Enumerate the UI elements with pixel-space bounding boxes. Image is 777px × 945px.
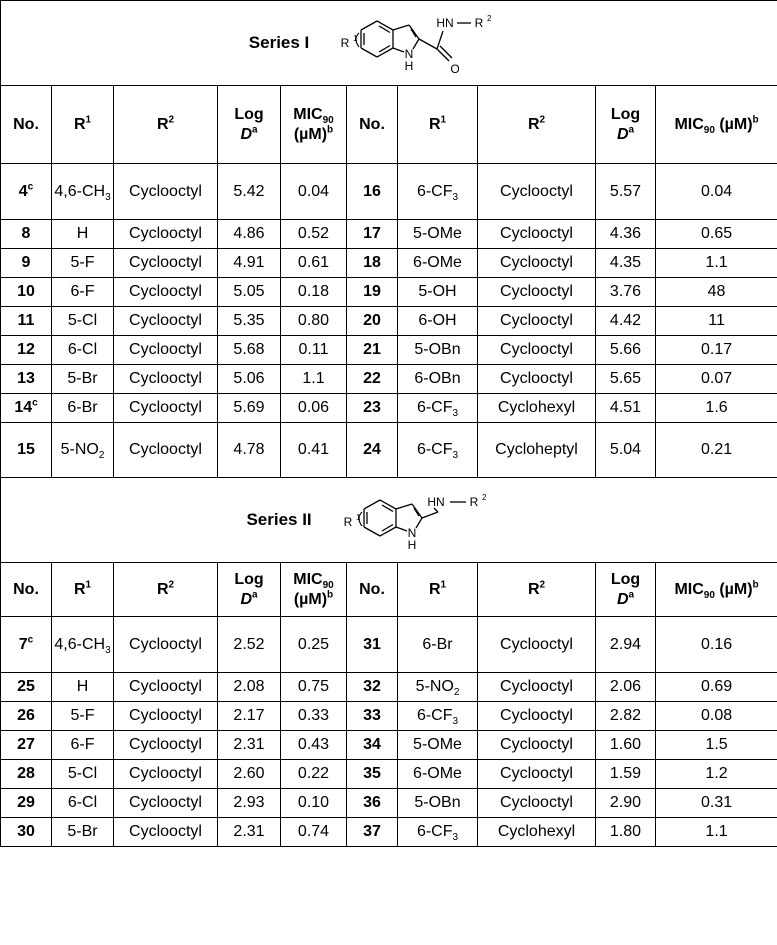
r2-value: Cyclooctyl bbox=[478, 617, 596, 673]
compound-number: 19 bbox=[347, 278, 398, 307]
subscript: 2 bbox=[98, 450, 105, 462]
compound-number: 15 bbox=[1, 423, 52, 478]
header-mic-sup: b bbox=[752, 579, 759, 591]
mic90-value: 0.52 bbox=[281, 220, 347, 249]
header-mic-sup: b bbox=[752, 114, 759, 126]
header-r1: $R^1$ bbox=[398, 563, 478, 617]
header-r2-sup: 2 bbox=[168, 579, 175, 591]
compound-number: 16 bbox=[347, 164, 398, 220]
r1-value: $6-CF_3$ bbox=[398, 818, 478, 847]
r1-value: $5-NO_2$ bbox=[52, 423, 114, 478]
r1-value: 6-F bbox=[52, 731, 114, 760]
r2-value: Cyclooctyl bbox=[478, 365, 596, 394]
amine-label: HN bbox=[426, 495, 445, 509]
header-r2-sup: 2 bbox=[539, 579, 546, 591]
r1-value: $5-NO_2$ bbox=[398, 673, 478, 702]
logd-value: 2.90 bbox=[596, 789, 656, 818]
ring-nitrogen-label: N bbox=[407, 526, 416, 540]
logd-value: 5.69 bbox=[218, 394, 281, 423]
r2-value: Cyclooctyl bbox=[478, 760, 596, 789]
header-r1: $R^1$ bbox=[398, 86, 478, 164]
r1-value: 6-Br bbox=[398, 617, 478, 673]
compound-number: 8 bbox=[1, 220, 52, 249]
compound-footnote: c bbox=[27, 181, 34, 193]
series2-title-row bbox=[1, 478, 777, 563]
mic90-value: 0.04 bbox=[281, 164, 347, 220]
table-row bbox=[1, 818, 777, 847]
series1-header bbox=[1, 1, 777, 85]
r2-value: Cyclooctyl bbox=[114, 394, 218, 423]
header-logd-sup: a bbox=[252, 589, 258, 601]
table-row bbox=[1, 365, 777, 394]
header-r1-sup: 1 bbox=[85, 114, 92, 126]
subscript: 3 bbox=[452, 832, 459, 844]
mic90-value: 1.1 bbox=[656, 249, 777, 278]
compound-number: 31 bbox=[347, 617, 398, 673]
compound-number: 37 bbox=[347, 818, 398, 847]
table-row bbox=[1, 702, 777, 731]
mic90-value: 0.18 bbox=[281, 278, 347, 307]
mic90-value: 0.07 bbox=[656, 365, 777, 394]
logd-value: 1.80 bbox=[596, 818, 656, 847]
logd-value: 4.42 bbox=[596, 307, 656, 336]
logd-value: 2.82 bbox=[596, 702, 656, 731]
benzene-bond bbox=[364, 500, 380, 509]
carbonyl-oxygen-label: O bbox=[450, 62, 460, 76]
compound-number: 21 bbox=[347, 336, 398, 365]
logd-value: 5.68 bbox=[218, 336, 281, 365]
compound-number: 22 bbox=[347, 365, 398, 394]
compound-footnote: c bbox=[27, 634, 34, 646]
series1-title-row bbox=[1, 1, 777, 86]
subscript: 3 bbox=[452, 716, 459, 728]
header-no: No. bbox=[347, 86, 398, 164]
mic90-value: 1.6 bbox=[656, 394, 777, 423]
subscript: 3 bbox=[452, 191, 459, 203]
carbonyl-double-bond bbox=[437, 49, 449, 61]
r2-superscript: 2 bbox=[487, 14, 492, 23]
compound-number: 18 bbox=[347, 249, 398, 278]
logd-value: 2.06 bbox=[596, 673, 656, 702]
mic90-value: 48 bbox=[656, 278, 777, 307]
logd-value: 1.59 bbox=[596, 760, 656, 789]
r2-value: Cyclooctyl bbox=[114, 220, 218, 249]
table-row bbox=[1, 731, 777, 760]
r2-value: Cyclooctyl bbox=[114, 336, 218, 365]
header-logd-sup: a bbox=[628, 589, 635, 601]
mic90-value: 0.31 bbox=[656, 789, 777, 818]
r2-value: Cyclooctyl bbox=[114, 164, 218, 220]
mic90-value: 0.08 bbox=[656, 702, 777, 731]
r1-value: 6-OBn bbox=[398, 365, 478, 394]
logd-value: 4.91 bbox=[218, 249, 281, 278]
mic90-value: 0.75 bbox=[281, 673, 347, 702]
mic90-value: 0.04 bbox=[656, 164, 777, 220]
logd-value: 2.31 bbox=[218, 731, 281, 760]
r2-value: Cyclooctyl bbox=[114, 249, 218, 278]
logd-value: 5.65 bbox=[596, 365, 656, 394]
header-mic90: $MIC_{90}$ $(\mu M)^b$ bbox=[281, 86, 347, 164]
r1-value: 5-OBn bbox=[398, 336, 478, 365]
r2-value: Cyclooctyl bbox=[478, 307, 596, 336]
table-row bbox=[1, 760, 777, 789]
r2-value: Cyclooctyl bbox=[114, 789, 218, 818]
r1-value: $6-CF_3$ bbox=[398, 702, 478, 731]
r2-value: Cyclooctyl bbox=[478, 220, 596, 249]
series-title: Series I bbox=[248, 33, 310, 52]
compound-number: 7$^c$ bbox=[1, 617, 52, 673]
logd-value: 4.51 bbox=[596, 394, 656, 423]
pyrrole-bond bbox=[396, 527, 407, 531]
header-r1-sup: 1 bbox=[440, 579, 447, 591]
ring-nh-hydrogen-label: H bbox=[404, 59, 414, 73]
header-mic90: $MIC_{90}$ $(\mu M)^b$ bbox=[656, 563, 777, 617]
r1-value: 5-OMe bbox=[398, 731, 478, 760]
mic90-value: 11 bbox=[656, 307, 777, 336]
mic90-value: 0.06 bbox=[281, 394, 347, 423]
logd-value: 5.66 bbox=[596, 336, 656, 365]
r1-value: H bbox=[52, 673, 114, 702]
r1-value: 5-F bbox=[52, 249, 114, 278]
logd-value: 5.57 bbox=[596, 164, 656, 220]
compound-number: 10 bbox=[1, 278, 52, 307]
header-mic-sub: 90 bbox=[322, 579, 334, 591]
mic90-value: 1.1 bbox=[281, 365, 347, 394]
benzene-bond bbox=[364, 527, 380, 536]
logd-value: 4.36 bbox=[596, 220, 656, 249]
mic90-value: 0.22 bbox=[281, 760, 347, 789]
pyrrole-bond bbox=[393, 25, 409, 30]
r1-value: 5-OH bbox=[398, 278, 478, 307]
r1-value: 6-OMe bbox=[398, 760, 478, 789]
header-mic-sub: 90 bbox=[703, 124, 715, 136]
r1-label: R bbox=[343, 515, 352, 529]
pyrrole-bond bbox=[412, 504, 422, 518]
series2-structure-diagram bbox=[332, 490, 532, 550]
compound-number: 34 bbox=[347, 731, 398, 760]
r2-value: Cyclooctyl bbox=[114, 278, 218, 307]
mic90-value: 0.61 bbox=[281, 249, 347, 278]
compound-number: 26 bbox=[1, 702, 52, 731]
r1-value: $4,6-CH_3$ bbox=[52, 617, 114, 673]
logd-value: 5.42 bbox=[218, 164, 281, 220]
r1-superscript: 1 bbox=[353, 34, 358, 43]
series2-title-cell bbox=[1, 478, 777, 563]
ring-nh-hydrogen-label: H bbox=[407, 538, 416, 550]
logd-value: 4.78 bbox=[218, 423, 281, 478]
mic90-value: 1.1 bbox=[656, 818, 777, 847]
r1-value: 6-Br bbox=[52, 394, 114, 423]
r1-value: 6-OMe bbox=[398, 249, 478, 278]
r2-value: Cyclooctyl bbox=[114, 617, 218, 673]
logd-value: 2.93 bbox=[218, 789, 281, 818]
header-r1: $R^1$ bbox=[52, 563, 114, 617]
r2-value: Cyclohexyl bbox=[478, 394, 596, 423]
r1-label: R bbox=[340, 36, 350, 50]
r2-value: Cyclooctyl bbox=[114, 307, 218, 336]
mic90-value: 0.25 bbox=[281, 617, 347, 673]
header-r1: $R^1$ bbox=[52, 86, 114, 164]
header-mic90: $MIC_{90}$ $(\mu M)^b$ bbox=[281, 563, 347, 617]
column-header-row bbox=[1, 563, 777, 617]
subscript: 2 bbox=[453, 687, 460, 699]
logd-value: 2.94 bbox=[596, 617, 656, 673]
logd-value: 1.60 bbox=[596, 731, 656, 760]
table-row bbox=[1, 249, 777, 278]
mic90-value: 0.69 bbox=[656, 673, 777, 702]
mic90-value: 0.17 bbox=[656, 336, 777, 365]
header-logd-d: D bbox=[240, 590, 252, 608]
header-logd-sup: a bbox=[252, 124, 258, 136]
table-row bbox=[1, 617, 777, 673]
logd-value: 5.35 bbox=[218, 307, 281, 336]
r2-value: Cyclooctyl bbox=[114, 731, 218, 760]
r2-value: Cyclooctyl bbox=[478, 789, 596, 818]
pyrrole-bond bbox=[416, 518, 422, 528]
table-row bbox=[1, 307, 777, 336]
r2-value: Cyclohexyl bbox=[478, 818, 596, 847]
mic90-value: 0.74 bbox=[281, 818, 347, 847]
table-row bbox=[1, 423, 777, 478]
table-row bbox=[1, 394, 777, 423]
series1-title-cell bbox=[1, 1, 777, 86]
series1-structure-diagram bbox=[329, 5, 529, 81]
r2-value: Cyclooctyl bbox=[478, 673, 596, 702]
logd-value: 4.35 bbox=[596, 249, 656, 278]
benzene-bond bbox=[361, 21, 377, 30]
compound-footnote: c bbox=[32, 397, 38, 409]
table-row bbox=[1, 164, 777, 220]
r2-label: R bbox=[469, 495, 478, 509]
header-no: No. bbox=[347, 563, 398, 617]
logd-value: 2.31 bbox=[218, 818, 281, 847]
r1-value: 6-OH bbox=[398, 307, 478, 336]
r1-value: H bbox=[52, 220, 114, 249]
r2-value: Cycloheptyl bbox=[478, 423, 596, 478]
r1-value: 5-Cl bbox=[52, 760, 114, 789]
header-mic-sub: 90 bbox=[322, 114, 334, 126]
compound-number: 9 bbox=[1, 249, 52, 278]
r1-value: 5-OBn bbox=[398, 789, 478, 818]
mic90-value: 0.33 bbox=[281, 702, 347, 731]
compound-number: 27 bbox=[1, 731, 52, 760]
series-title: Series II bbox=[246, 510, 312, 529]
compound-number: 36 bbox=[347, 789, 398, 818]
r2-value: Cyclooctyl bbox=[114, 673, 218, 702]
subscript: 3 bbox=[452, 450, 459, 462]
compound-number: 25 bbox=[1, 673, 52, 702]
compound-number: 12 bbox=[1, 336, 52, 365]
logd-value: 2.52 bbox=[218, 617, 281, 673]
mic90-value: 0.43 bbox=[281, 731, 347, 760]
header-logd-d: D bbox=[616, 125, 629, 143]
column-header-row bbox=[1, 86, 777, 164]
pyrrole-bond bbox=[393, 48, 404, 52]
header-logd: Log $D^a$ bbox=[218, 86, 281, 164]
r1-value: $6-CF_3$ bbox=[398, 394, 478, 423]
logd-value: 3.76 bbox=[596, 278, 656, 307]
compound-number: 24 bbox=[347, 423, 398, 478]
subscript: 3 bbox=[452, 408, 459, 420]
header-mic-sup: b bbox=[327, 124, 334, 136]
compound-number: 17 bbox=[347, 220, 398, 249]
mic90-value: 0.80 bbox=[281, 307, 347, 336]
mic90-value: 1.2 bbox=[656, 760, 777, 789]
mic90-value: 0.11 bbox=[281, 336, 347, 365]
r2-label: R bbox=[474, 16, 484, 30]
r1-value: 5-Br bbox=[52, 818, 114, 847]
r2-value: Cyclooctyl bbox=[114, 365, 218, 394]
subscript: 3 bbox=[105, 191, 111, 203]
table-row bbox=[1, 278, 777, 307]
compound-number: 13 bbox=[1, 365, 52, 394]
mic90-value: 0.41 bbox=[281, 423, 347, 478]
r1-value: 5-Cl bbox=[52, 307, 114, 336]
r1-value: $6-CF_3$ bbox=[398, 423, 478, 478]
header-r2: $R^2$ bbox=[114, 86, 218, 164]
methylene-bond bbox=[422, 512, 438, 518]
header-r1-sup: 1 bbox=[85, 579, 92, 591]
mic90-value: 0.10 bbox=[281, 789, 347, 818]
r1-value: 6-Cl bbox=[52, 336, 114, 365]
carbonyl-bond bbox=[419, 39, 437, 49]
r2-value: Cyclooctyl bbox=[114, 760, 218, 789]
mic90-value: 0.16 bbox=[656, 617, 777, 673]
table-row bbox=[1, 673, 777, 702]
header-logd: Log $D^a$ bbox=[218, 563, 281, 617]
r2-value: Cyclooctyl bbox=[478, 336, 596, 365]
header-logd: Log $D^a$ bbox=[596, 86, 656, 164]
compound-number: 29 bbox=[1, 789, 52, 818]
header-logd-d: D bbox=[616, 590, 629, 608]
subscript: 3 bbox=[105, 644, 111, 656]
r2-superscript: 2 bbox=[481, 493, 487, 502]
r2-value: Cyclooctyl bbox=[114, 702, 218, 731]
logd-value: 2.60 bbox=[218, 760, 281, 789]
logd-value: 2.17 bbox=[218, 702, 281, 731]
header-r2: $R^2$ bbox=[478, 563, 596, 617]
header-logd: Log $D^a$ bbox=[596, 563, 656, 617]
r2-value: Cyclooctyl bbox=[478, 278, 596, 307]
header-no: No. bbox=[1, 563, 52, 617]
header-logd-sup: a bbox=[628, 124, 635, 136]
ring-nitrogen-label: N bbox=[404, 47, 414, 61]
compound-number: 14$^c$ bbox=[1, 394, 52, 423]
logd-value: 5.06 bbox=[218, 365, 281, 394]
r1-value: 5-OMe bbox=[398, 220, 478, 249]
r1-value: 6-Cl bbox=[52, 789, 114, 818]
compound-number: 23 bbox=[347, 394, 398, 423]
header-r2-sup: 2 bbox=[168, 114, 175, 126]
header-mic-sup: b bbox=[327, 589, 334, 601]
pyrrole-bond bbox=[396, 504, 412, 509]
header-r2-sup: 2 bbox=[539, 114, 546, 126]
header-no: No. bbox=[1, 86, 52, 164]
mic90-value: 1.5 bbox=[656, 731, 777, 760]
logd-value: 5.04 bbox=[596, 423, 656, 478]
carbonyl-double-bond bbox=[440, 46, 452, 58]
r1-value: $6-CF_3$ bbox=[398, 164, 478, 220]
table-row bbox=[1, 789, 777, 818]
r1-value: 5-Br bbox=[52, 365, 114, 394]
table-row bbox=[1, 220, 777, 249]
header-mic-sub: 90 bbox=[703, 589, 715, 601]
r1-superscript: 1 bbox=[355, 513, 361, 522]
logd-value: 2.08 bbox=[218, 673, 281, 702]
pyrrole-bond bbox=[409, 25, 419, 39]
compound-number: 30 bbox=[1, 818, 52, 847]
r1-value: 5-F bbox=[52, 702, 114, 731]
logd-value: 5.05 bbox=[218, 278, 281, 307]
benzene-bond bbox=[361, 48, 377, 57]
header-mic90: $MIC_{90}$ $(\mu M)^b$ bbox=[656, 86, 777, 164]
r2-value: Cyclooctyl bbox=[478, 164, 596, 220]
compound-number: 28 bbox=[1, 760, 52, 789]
compound-number: 11 bbox=[1, 307, 52, 336]
table-row bbox=[1, 336, 777, 365]
compound-number: 33 bbox=[347, 702, 398, 731]
mic90-value: 0.21 bbox=[656, 423, 777, 478]
r2-value: Cyclooctyl bbox=[114, 423, 218, 478]
series2-header bbox=[1, 478, 777, 562]
amine-label: HN bbox=[436, 16, 454, 30]
mic90-value: 0.65 bbox=[656, 220, 777, 249]
pyrrole-bond bbox=[413, 39, 419, 49]
header-r2: $R^2$ bbox=[478, 86, 596, 164]
compound-number: 4$^c$ bbox=[1, 164, 52, 220]
r1-value: $4,6-CH_3$ bbox=[52, 164, 114, 220]
logd-value: 4.86 bbox=[218, 220, 281, 249]
r2-value: Cyclooctyl bbox=[114, 818, 218, 847]
compound-number: 35 bbox=[347, 760, 398, 789]
header-logd-d: D bbox=[240, 125, 252, 143]
r1-value: 6-F bbox=[52, 278, 114, 307]
r2-value: Cyclooctyl bbox=[478, 249, 596, 278]
header-r2: $R^2$ bbox=[114, 563, 218, 617]
compound-number: 20 bbox=[347, 307, 398, 336]
header-r1-sup: 1 bbox=[440, 114, 447, 126]
r2-value: Cyclooctyl bbox=[478, 731, 596, 760]
r2-value: Cyclooctyl bbox=[478, 702, 596, 731]
compound-number: 32 bbox=[347, 673, 398, 702]
